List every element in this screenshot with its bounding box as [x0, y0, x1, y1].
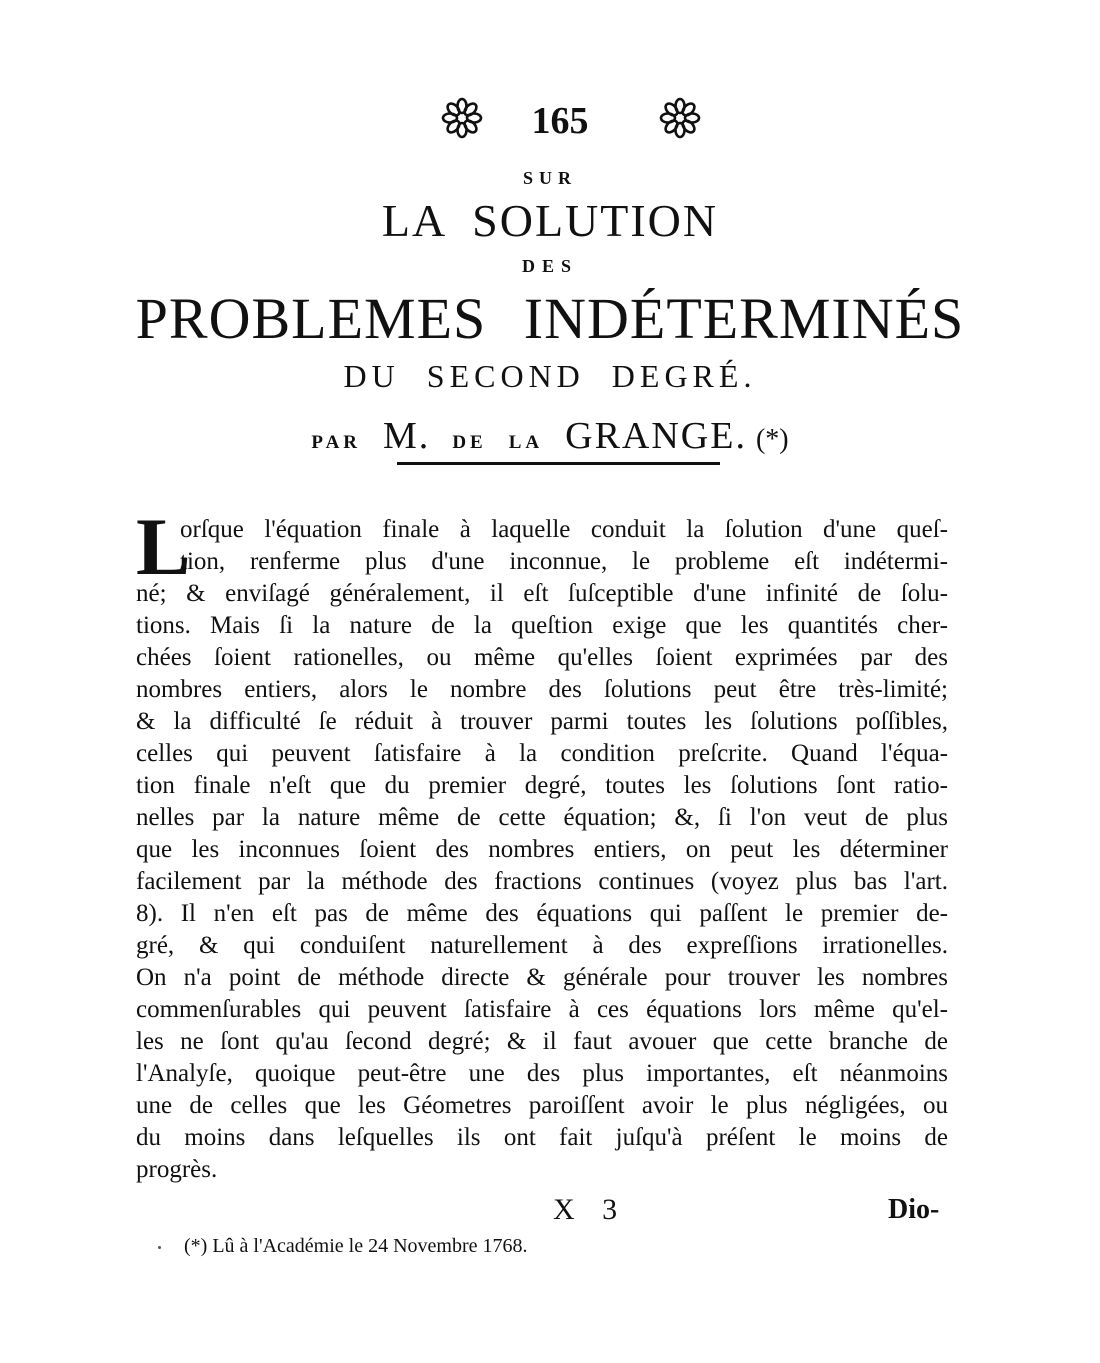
- title-problemes-indetermines: PROBLEMES INDÉTERMINÉS: [135, 286, 965, 351]
- footnote: (*) Lû à l'Académie le 24 Novembre 1768.: [184, 1235, 528, 1257]
- title-sur: SUR: [522, 168, 577, 188]
- title-des: DES: [521, 256, 578, 276]
- text-line-content: nelles par la nature même de cette équation; &, ſi l'on veut de plus: [136, 804, 948, 831]
- author-la: LA: [508, 432, 544, 453]
- text-line: [136, 834, 948, 866]
- author-name: GRANGE.: [565, 415, 747, 457]
- text-line: [136, 770, 948, 802]
- text-line-content: On n'a point de méthode directe & générale pour trouver les nombres: [136, 964, 948, 991]
- title-du-second-degre: DU SECOND DEGRÉ.: [343, 358, 757, 394]
- author-line: [0, 414, 1100, 465]
- text-line-content: orſque l'équation finale à laquelle conduit la ſolution d'une queſ-: [180, 516, 948, 543]
- text-line: [136, 994, 948, 1026]
- text-line: [136, 1026, 948, 1058]
- signature-mark: X 3: [553, 1193, 628, 1226]
- text-line: [136, 930, 948, 962]
- text-line-content: facilement par la méthode des fractions continues (voyez plus bas l'art.: [136, 868, 948, 895]
- author-de: DE: [452, 432, 487, 453]
- text-line-content: tion, renferme plus d'une inconnue, le probleme eſt indétermi-: [180, 548, 948, 575]
- text-line-content: progrès.: [136, 1156, 218, 1183]
- text-line-content: du moins dans leſquelles ils ont fait juſqu'à préſent le moins de: [136, 1124, 948, 1151]
- text-line-content: que les inconnues ſoient des nombres entiers, on peut les déterminer: [136, 836, 948, 863]
- text-line: [136, 1154, 948, 1186]
- stray-dot: [158, 1246, 161, 1249]
- text-line-content: né; & enviſagé généralement, il eſt ſuſceptible d'une infinité de ſolu-: [136, 580, 948, 607]
- text-line: [136, 514, 948, 546]
- text-line-content: chées ſoient rationelles, ou même qu'elles ſoient exprimées par des: [136, 644, 948, 671]
- text-line: [136, 706, 948, 738]
- text-line-content: 8). Il n'en eſt pas de même des équations qui paſſent le premier de-: [136, 900, 948, 927]
- text-line-content: gré, & qui conduiſent naturellement à des expreſſions irrationelles.: [136, 932, 948, 959]
- flower-ornament-icon: [440, 96, 484, 140]
- author-m: M.: [383, 415, 431, 457]
- text-line-content: une de celles que les Géometres paroiſſent avoir le plus négligées, ou: [136, 1092, 948, 1119]
- catchword: Dio-: [888, 1194, 940, 1225]
- text-line: [136, 738, 948, 770]
- text-line: [136, 802, 948, 834]
- text-line: [136, 962, 948, 994]
- text-line: [136, 1122, 948, 1154]
- title-la-solution: LA SOLUTION: [381, 195, 719, 246]
- text-line-content: commenſurables qui peuvent ſatisfaire à ces équations lors même qu'el-: [136, 996, 948, 1023]
- footnote-mark[interactable]: (*): [755, 424, 789, 455]
- text-line-content: tion finale n'eſt que du premier degré, toutes les ſolutions ſont ratio-: [136, 772, 948, 799]
- text-line: [136, 898, 948, 930]
- text-line: [136, 610, 948, 642]
- text-line-content: l'Analyſe, quoique peut-être une des plus importantes, eſt néanmoins: [136, 1060, 948, 1087]
- title-rule: [397, 462, 720, 465]
- text-line-content: nombres entiers, alors le nombre des ſolutions peut être très-limité;: [136, 676, 948, 703]
- text-line-content: celles qui peuvent ſatisfaire à la condition preſcrite. Quand l'équa-: [136, 740, 948, 767]
- page-header: [0, 96, 1100, 146]
- drop-cap: L: [136, 501, 191, 592]
- text-line: [136, 546, 948, 578]
- text-line-content: les ne ſont qu'au ſecond degré; & il faut avouer que cette branche de: [136, 1028, 948, 1055]
- text-line: [136, 642, 948, 674]
- flower-ornament-icon: [658, 96, 702, 140]
- body-text: [136, 501, 948, 1186]
- text-line: [136, 1058, 948, 1090]
- text-line-content: tions. Mais ſi la nature de la queſtion exige que les quantités cher-: [136, 612, 948, 639]
- text-line: [136, 578, 948, 610]
- page-number: 165: [531, 100, 589, 142]
- author-par: PAR: [311, 432, 362, 453]
- text-line: [136, 1090, 948, 1122]
- text-line-content: & la difficulté ſe réduit à trouver parmi toutes les ſolutions poſſibles,: [136, 708, 948, 735]
- text-line: [136, 866, 948, 898]
- text-line: [136, 674, 948, 706]
